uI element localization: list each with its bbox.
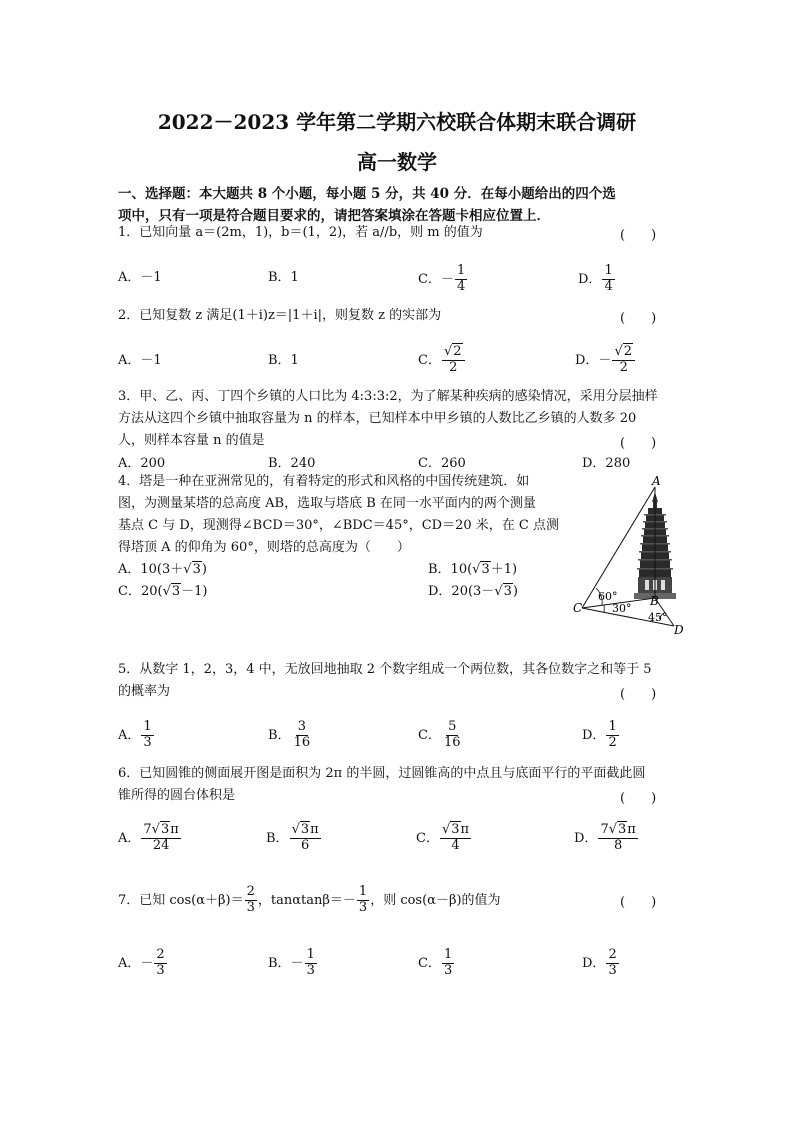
fraction: $\frac{1}{3}$ (443, 947, 453, 978)
q6-option-d: D． $\frac{7√3\pi}{8}$ (574, 822, 636, 853)
q3-option-b: B．240 (268, 456, 316, 471)
q5-option-d: D． $\frac{1}{2}$ (582, 719, 617, 750)
q3-answer-blank: ( ) (620, 436, 657, 451)
angle-45-label: 45° (648, 611, 668, 624)
q4-stem-line1: 4．塔是一种在亚洲常见的，有着特定的形式和风格的中国传统建筑．如 (118, 474, 530, 489)
pagoda-figure (568, 474, 698, 640)
section-heading-line2: 项中，只有一项是符合题目要求的，请把答案填涂在答题卡相应位置上． (118, 208, 550, 224)
q5-stem-line2: 的概率为 (118, 684, 171, 699)
q6-option-b: B． $\frac{√3\pi}{6}$ (266, 822, 319, 853)
q6-option-a: A． $\frac{7√3\pi}{24}$ (118, 822, 179, 853)
angle-60-label: 60° (598, 590, 618, 603)
q2-stem: 2．已知复数 z 满足(1＋i)z＝|1＋i|，则复数 z 的实部为 (118, 308, 442, 323)
q6-stem-line2: 锥所得的圆台体积是 (118, 788, 236, 803)
fraction: $\frac{√2}{2}$ (442, 345, 465, 376)
q3-option-d: D．280 (582, 456, 631, 471)
q5-option-b: B． $\frac{3}{16}$ (268, 719, 311, 750)
fraction: $\frac{1}{3}$ (143, 719, 152, 750)
q1-answer-blank: ( ) (620, 228, 657, 243)
fraction: $\frac{3}{16}$ (293, 719, 311, 750)
q1-option-b: B．1 (268, 270, 299, 285)
q1-stem: 1．已知向量 a＝(2m，1)，b＝(1，2)，若 a//b，则 m 的值为 (118, 225, 483, 240)
q5-option-a: A． $\frac{1}{3}$ (118, 719, 152, 750)
q7-option-a: A．－ $\frac{2}{3}$ (118, 947, 165, 978)
fraction: $\frac{7√3\pi}{8}$ (600, 822, 636, 853)
q7-answer-blank: ( ) (620, 895, 657, 910)
exam-title: 2022－2023 学年第二学期六校联合体期末联合调研 (157, 110, 637, 134)
q5-option-c: C． $\frac{5}{16}$ (418, 719, 461, 750)
fraction: $\frac{5}{16}$ (443, 719, 461, 750)
fraction: $\frac{1}{4}$ (604, 263, 613, 294)
q7-stem: 7．已知 cos(α＋β)＝ $\frac{2}{3}$ ，tanαtanβ＝－ $\frac{1}{3}$ ，则 cos(α－β)的值为 (118, 884, 501, 915)
q4-stem-line4: 得塔顶 A 的仰角为 60°，则塔的总高度为（ ） (118, 540, 410, 555)
q5-answer-blank: ( ) (620, 687, 657, 702)
q6-answer-blank: ( ) (620, 791, 657, 806)
label-d: D (674, 623, 684, 637)
q4-option-b: B．10(√3＋1) (428, 562, 518, 577)
section-heading-line1: 一、选择题：本大题共 8 个小题，每小题 5 分，共 40 分．在每小题给出的四个选 (118, 186, 616, 202)
q2-option-c: C． $\frac{√2}{2}$ (418, 345, 466, 376)
q4-stem-line2: 图，为测量某塔的总高度 AB，选取与塔底 B 在同一水平面内的两个测量 (118, 496, 536, 511)
label-a: A (652, 474, 661, 488)
q4-stem-line3: 基点 C 与 D，现测得∠BCD＝30°，∠BDC＝45°，CD＝20 米，在 C 点测 (118, 518, 559, 533)
label-c: C (573, 601, 583, 615)
q3-stem-line1: 3．甲、乙、丙、丁四个乡镇的人口比为 4:3:3:2，为了解某种疾病的感染情况，采用分层抽样 (118, 389, 658, 404)
q3-option-a: A．200 (118, 456, 166, 471)
q7-option-c: C． $\frac{1}{3}$ (418, 947, 453, 978)
q1-option-c: C．－ $\frac{1}{4}$ (418, 263, 466, 294)
q2-option-d: D．－ $\frac{√2}{2}$ (575, 345, 636, 376)
q4-option-a: A．10(3＋√3) (118, 562, 207, 577)
fraction: $\frac{2}{3}$ (156, 947, 165, 978)
fraction: $\frac{7√3\pi}{24}$ (143, 822, 179, 853)
q3-option-c: C．260 (418, 456, 466, 471)
q4-option-d: D．20(3－√3) (428, 584, 518, 599)
q2-option-a: A．－1 (118, 353, 162, 368)
q4-option-c: C．20(√3－1) (118, 584, 208, 599)
q1-option-d: D． $\frac{1}{4}$ (578, 263, 613, 294)
q3-stem-line3: 人，则样本容量 n 的值是 (118, 433, 265, 448)
q3-stem-line2: 方法从这四个乡镇中抽取容量为 n 的样本，已知样本中甲乡镇的人数比乙乡镇的人数多 20 (118, 411, 637, 426)
label-b: B (650, 594, 659, 608)
q6-stem-line1: 6．已知圆锥的侧面展开图是面积为 2π 的半圆，过圆锥高的中点且与底面平行的平面截此圆 (118, 766, 646, 781)
q7-option-b: B．－ $\frac{1}{3}$ (268, 947, 315, 978)
fraction: $\frac{1}{3}$ (358, 884, 368, 915)
q6-option-c: C． $\frac{√3\pi}{4}$ (416, 822, 470, 853)
q2-answer-blank: ( ) (620, 311, 657, 326)
fraction: $\frac{√2}{2}$ (612, 345, 635, 376)
fraction: $\frac{√3\pi}{6}$ (291, 822, 319, 853)
fraction: $\frac{2}{3}$ (608, 947, 617, 978)
fraction: $\frac{1}{3}$ (306, 947, 315, 978)
subject-title: 高一数学 (357, 150, 437, 174)
fraction: $\frac{√3\pi}{4}$ (441, 822, 470, 853)
q7-option-d: D． $\frac{2}{3}$ (582, 947, 617, 978)
q5-stem-line1: 5．从数字 1，2，3，4 中，无放回地抽取 2 个数字组成一个两位数，其各位数字之和等于 5 (118, 662, 652, 677)
fraction: $\frac{2}{3}$ (246, 884, 255, 915)
fraction: $\frac{1}{4}$ (456, 263, 466, 294)
q2-option-b: B．1 (268, 353, 299, 368)
angle-30-label: 30° (612, 602, 632, 615)
fraction: $\frac{1}{2}$ (608, 719, 617, 750)
q1-option-a: A．－1 (118, 270, 162, 285)
